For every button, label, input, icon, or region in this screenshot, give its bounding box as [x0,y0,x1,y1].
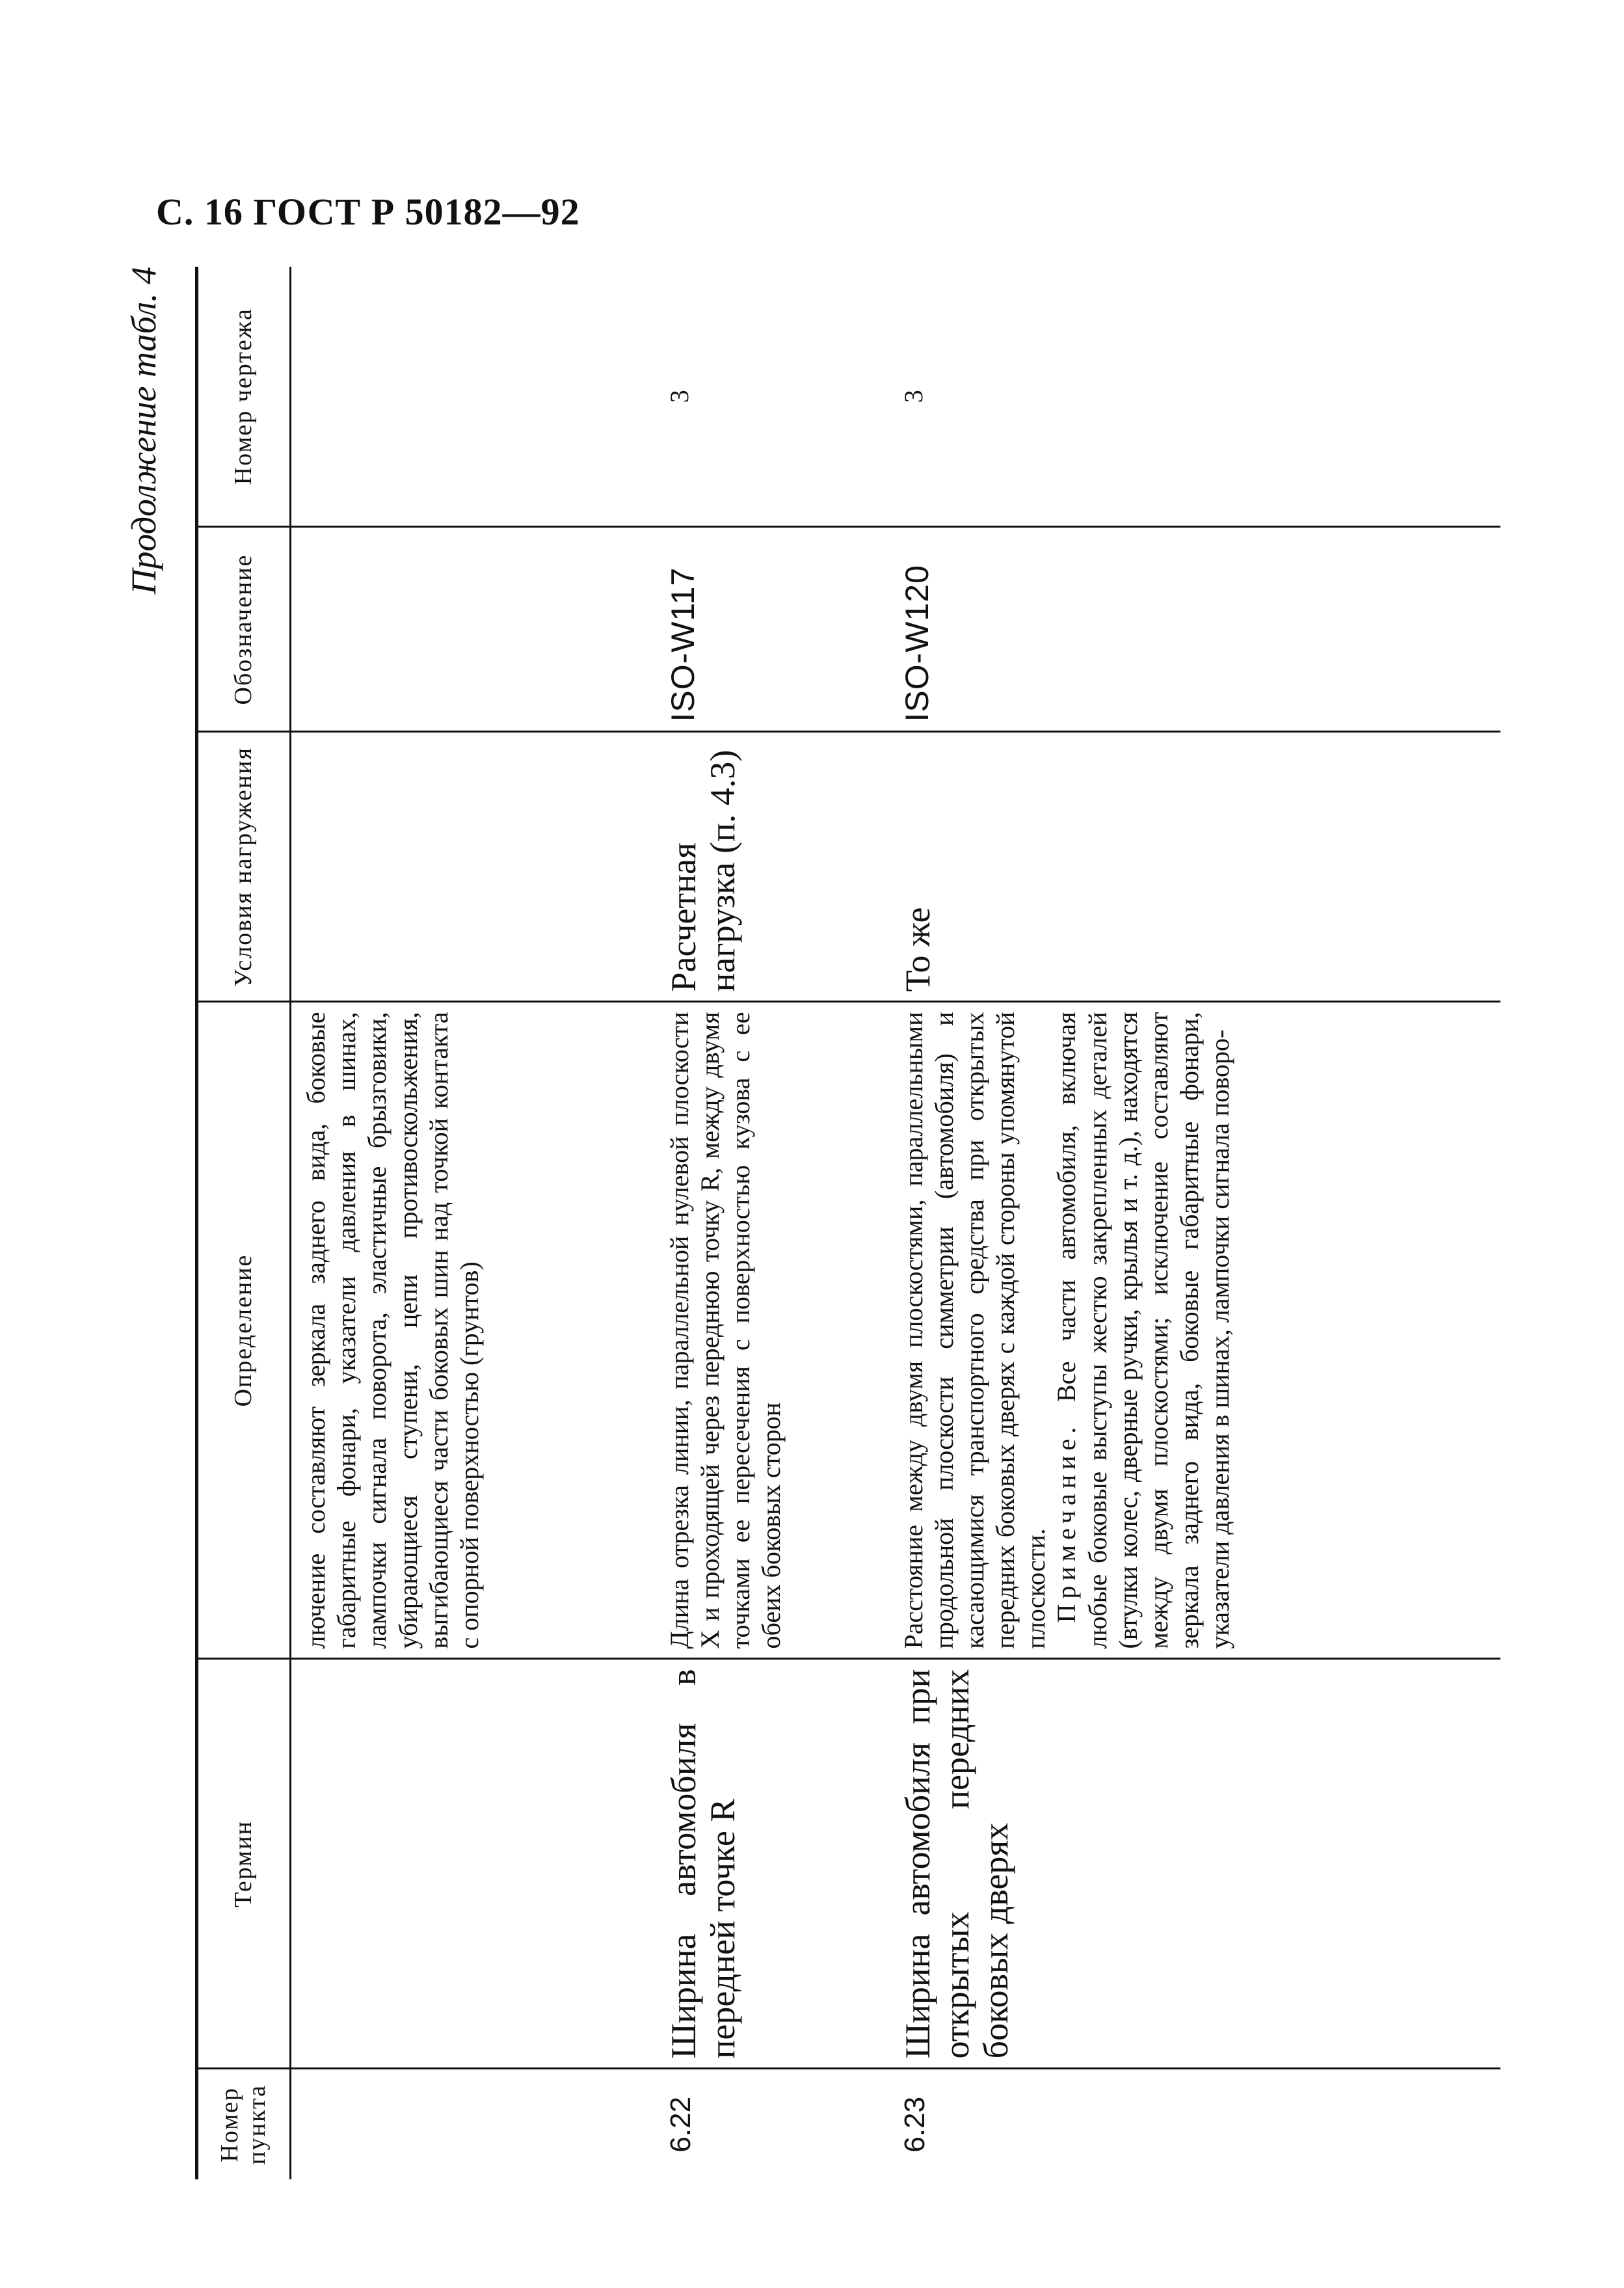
cell-term [291,1659,655,2069]
rotated-table-container [104,267,1431,2179]
cell-drawing: 3 [889,267,1500,527]
cell-definition: лючение составляют зеркала заднего вида, боковые габаритные фонари, указатели давления в шинах, лампочки сигнала поворота, эластичные брызговики, убирающиеся ступени, цепи противоскольжения, выгибающиеся части боковых шин над точкой контакта с опорной поверхностью (грунтов) [291,1002,655,1659]
cell-designation [291,527,655,732]
col-header-item: Номер пункта [197,2069,291,2179]
definition-text: Расстояние между двумя плоскостями, параллельными продольной плоскости симметрии (автомобиля) и касающимися транспортного средства при открытых передних боковых дверях с каждой стороны упомянутой плоскости. [898,1012,1051,1649]
cell-term: Ширина автомобиля в передней точке R [655,1659,889,2069]
cell-item: 6.22 [664,2096,697,2153]
col-header-designation: Обозначение [197,527,291,732]
note-label: Примечание. [1052,1421,1082,1623]
terms-table [195,267,1500,2179]
table-continuation-caption: Продолжение табл. 4 [124,267,163,595]
col-header-definition: Определение [197,1002,291,1659]
page-header: С. 16 ГОСТ Р 50182—92 [156,191,580,233]
cell-definition: Длина отрезка линии, параллельной нулевой плоскости X и проходящей через переднюю точку R, между двумя точками ее пересечения с поверхностью кузова с ее обеих боковых сторон [655,1002,889,1659]
cell-load: Расчетная нагрузка (п. 4.3) [655,732,889,1002]
col-header-load: Условия нагружения [197,732,291,1002]
col-header-drawing: Номер чертежа [197,267,291,527]
cell-item [291,2069,655,2179]
cell-term: Ширина автомобиля при открытых передних боковых дверях [889,1659,1500,2069]
col-header-term: Термин [197,1659,291,2069]
table-row [889,267,1500,2179]
cell-load [291,732,655,1002]
cell-drawing [291,267,655,527]
cell-designation: ISO-W117 [655,527,889,732]
note-text: Все части автомобиля, включая любые боковые выступы жестко закрепленных деталей (втулки колес, дверные ручки, крылья и т. д.), находятся между двумя плоскостями; исключение составляют зеркала заднего вида, боковые габаритные фонари, указатели давления в шинах, лампочки сигнала поворо- [1052,1012,1235,1649]
definition-note [1051,1012,1235,1649]
cell-load: То же [889,732,1500,1002]
cell-definition [889,1002,1500,1659]
cell-drawing: 3 [655,267,889,527]
table-row [291,267,655,2179]
table-header-row [197,267,291,2179]
table-row [655,267,889,2179]
cell-designation: ISO-W120 [889,527,1500,732]
cell-item: 6.23 [898,2096,931,2153]
